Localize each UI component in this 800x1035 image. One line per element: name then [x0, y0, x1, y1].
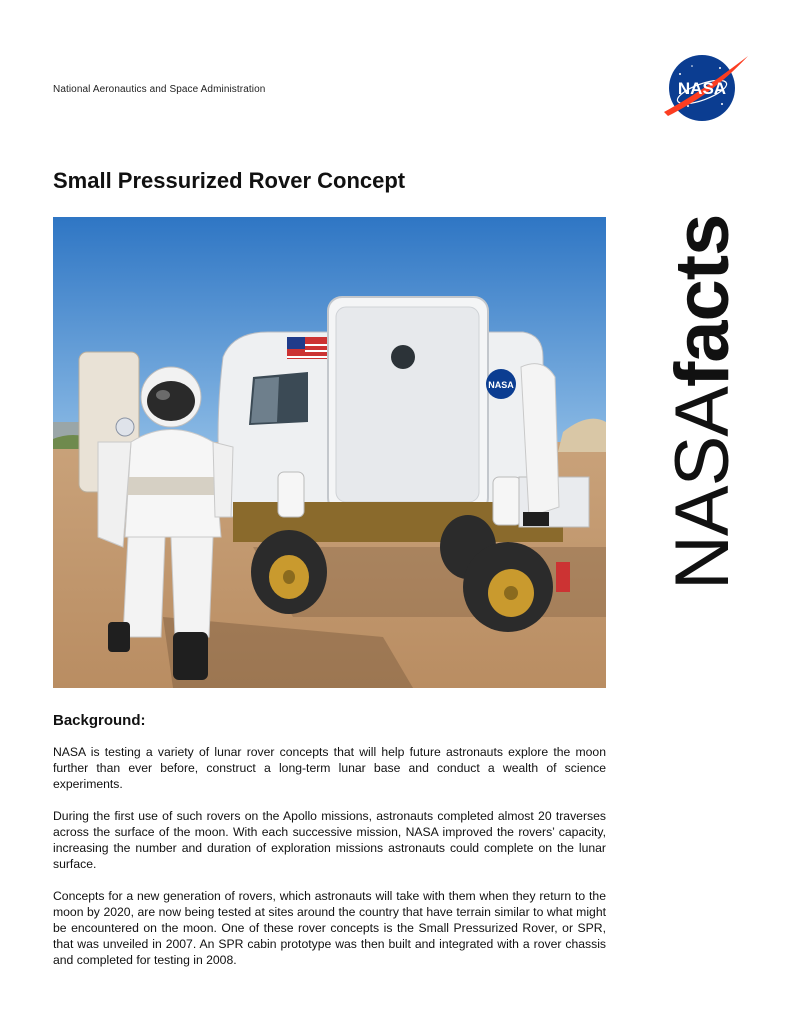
rover-photo: [53, 217, 606, 688]
section-heading: Background:: [53, 712, 146, 729]
rover-emblem-text: NASA: [488, 380, 514, 390]
body-text: [53, 744, 606, 984]
nasa-facts-side-title: [660, 214, 745, 590]
paragraph: Concepts for a new generation of rovers, which astronauts will take with them when they return to the moon by 2020, are now being tested at sites around the country that have terrain similar to what might be encountered on the moon. One of these rover concepts is the Small Pressurized Rover, or SPR, that was unveiled in 2007. An SPR cabin prototype was then built and integrated with a rover chassis and completed for testing in 2008.: [53, 889, 606, 967]
side-title-nasa: NASA: [660, 387, 745, 590]
wheel: [251, 530, 327, 614]
agency-name: National Aeronautics and Space Administration: [53, 84, 266, 95]
side-title-facts: facts: [660, 214, 745, 388]
paragraph: During the first use of such rovers on the Apollo missions, astronauts completed almost 20 traverses across the surface of the moon. With each successive mission, NASA improved the rovers’ capacity, increasing the number and duration of exploration missions astronauts could complete on the lunar surface.: [53, 809, 606, 871]
paragraph: NASA is testing a variety of lunar rover concepts that will help future astronauts explore the moon further than ever before, construct a long-term lunar base and conduct a wealth of science experiments.: [53, 745, 606, 791]
nasa-logo-text: NASA: [677, 79, 727, 98]
page-title: Small Pressurized Rover Concept: [53, 168, 406, 193]
nasa-logo-icon: [662, 52, 750, 122]
